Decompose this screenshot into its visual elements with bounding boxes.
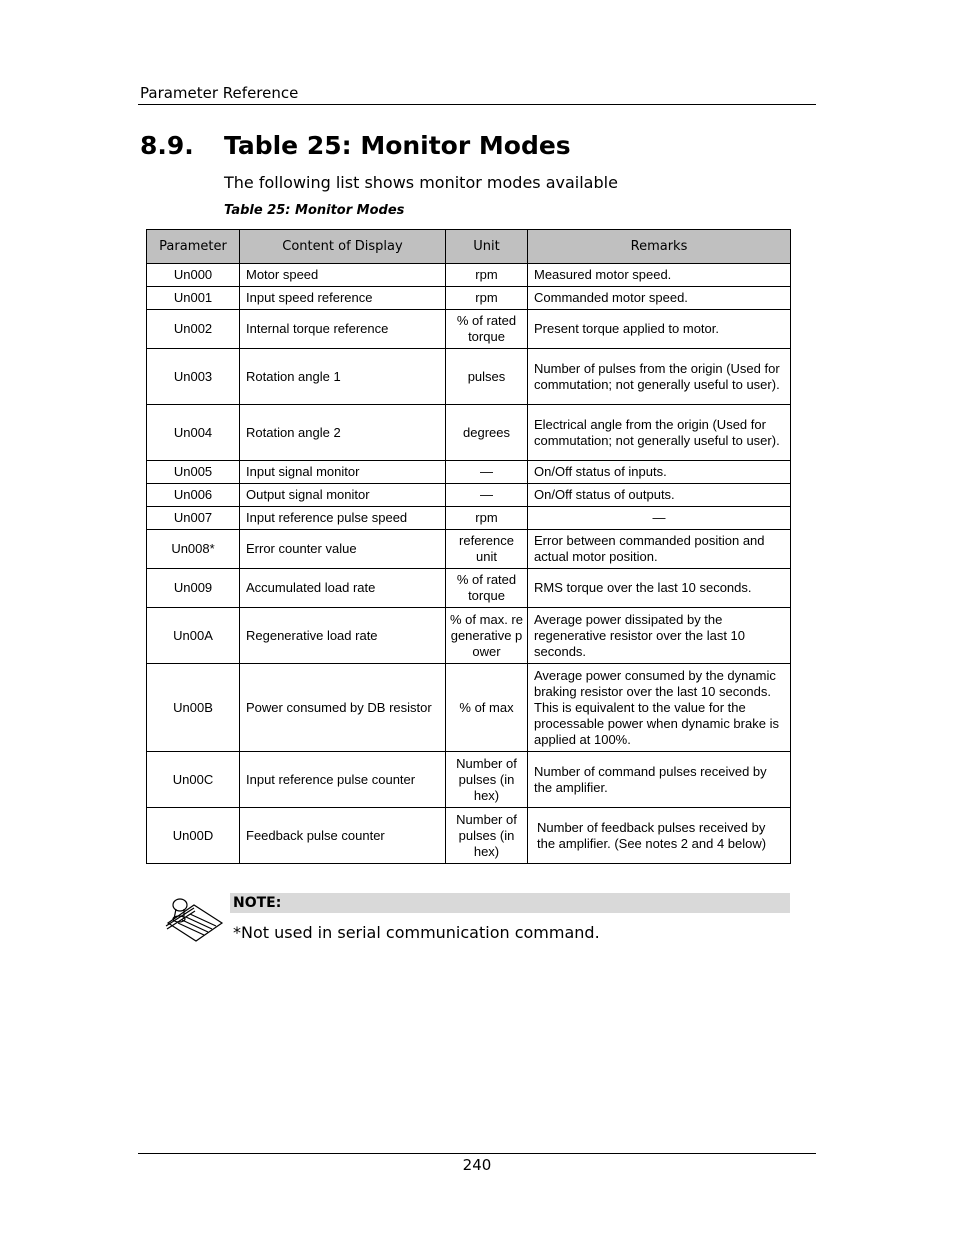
cell-unit: — — [446, 461, 528, 484]
note-label: NOTE: — [233, 895, 282, 911]
cell-remarks: — — [528, 507, 791, 530]
cell-remarks: Number of command pulses received by the amplifier. — [528, 752, 791, 808]
cell-unit: degrees — [446, 405, 528, 461]
cell-content: Feedback pulse counter — [240, 808, 446, 864]
footer-divider — [138, 1153, 816, 1154]
cell-content: Rotation angle 1 — [240, 349, 446, 405]
cell-remarks: Number of pulses from the origin (Used for commutation; not generally useful to user). — [528, 349, 791, 405]
cell-content: Rotation angle 2 — [240, 405, 446, 461]
cell-content: Motor speed — [240, 264, 446, 287]
cell-unit: % of rated torque — [446, 569, 528, 608]
cell-remarks: On/Off status of inputs. — [528, 461, 791, 484]
cell-parameter: Un002 — [147, 310, 240, 349]
intro-paragraph: The following list shows monitor modes available — [224, 173, 618, 192]
section-number: 8.9. — [140, 131, 194, 160]
table-row — [147, 461, 791, 484]
cell-parameter: Un005 — [147, 461, 240, 484]
cell-unit: rpm — [446, 264, 528, 287]
table-row — [147, 507, 791, 530]
cell-content: Power consumed by DB resistor — [240, 664, 446, 752]
cell-remarks: RMS torque over the last 10 seconds. — [528, 569, 791, 608]
table-row — [147, 484, 791, 507]
cell-parameter: Un009 — [147, 569, 240, 608]
table-row — [147, 405, 791, 461]
cell-content: Input reference pulse speed — [240, 507, 446, 530]
monitor-modes-table — [146, 229, 791, 864]
column-header-remarks: Remarks — [528, 230, 791, 264]
cell-remarks: Average power dissipated by the regenerative resistor over the last 10 seconds. — [528, 608, 791, 664]
section-title: Table 25: Monitor Modes — [224, 131, 571, 160]
table-caption: Table 25: Monitor Modes — [224, 203, 405, 218]
cell-unit: pulses — [446, 349, 528, 405]
section-heading — [140, 131, 571, 160]
running-header: Parameter Reference — [140, 84, 299, 102]
cell-content: Error counter value — [240, 530, 446, 569]
cell-content: Input signal monitor — [240, 461, 446, 484]
cell-parameter: Un00B — [147, 664, 240, 752]
table-row — [147, 608, 791, 664]
cell-parameter: Un000 — [147, 264, 240, 287]
cell-unit: Number of pulses (in hex) — [446, 808, 528, 864]
cell-unit: % of max. regenerative power — [446, 608, 528, 664]
table-row — [147, 530, 791, 569]
cell-parameter: Un008* — [147, 530, 240, 569]
table-row — [147, 808, 791, 864]
cell-remarks: Electrical angle from the origin (Used for commutation; not generally useful to user). — [528, 405, 791, 461]
cell-content: Input speed reference — [240, 287, 446, 310]
page-number: 240 — [462, 1156, 492, 1174]
table-row — [147, 664, 791, 752]
cell-unit: — — [446, 484, 528, 507]
cell-remarks: Present torque applied to motor. — [528, 310, 791, 349]
cell-unit: % of max — [446, 664, 528, 752]
note-header-bar — [230, 893, 790, 913]
cell-unit: % of rated torque — [446, 310, 528, 349]
column-header-unit: Unit — [446, 230, 528, 264]
cell-parameter: Un00C — [147, 752, 240, 808]
column-header-content: Content of Display — [240, 230, 446, 264]
table-row — [147, 349, 791, 405]
cell-remarks: Error between commanded position and actual motor position. — [528, 530, 791, 569]
cell-parameter: Un00A — [147, 608, 240, 664]
cell-parameter: Un003 — [147, 349, 240, 405]
cell-remarks: Commanded motor speed. — [528, 287, 791, 310]
cell-unit: rpm — [446, 507, 528, 530]
cell-content: Accumulated load rate — [240, 569, 446, 608]
cell-unit: Number of pulses (in hex) — [446, 752, 528, 808]
table-row — [147, 310, 791, 349]
cell-parameter: Un00D — [147, 808, 240, 864]
cell-parameter: Un001 — [147, 287, 240, 310]
cell-unit: rpm — [446, 287, 528, 310]
column-header-parameter: Parameter — [147, 230, 240, 264]
note-pad-icon — [164, 893, 226, 943]
table-row — [147, 287, 791, 310]
header-divider — [138, 104, 816, 105]
table-row — [147, 264, 791, 287]
cell-remarks: On/Off status of outputs. — [528, 484, 791, 507]
cell-unit: reference unit — [446, 530, 528, 569]
cell-content: Output signal monitor — [240, 484, 446, 507]
table-row — [147, 752, 791, 808]
note-text: *Not used in serial communication command. — [233, 923, 600, 942]
cell-parameter: Un006 — [147, 484, 240, 507]
table-header-row — [147, 230, 791, 264]
cell-content: Regenerative load rate — [240, 608, 446, 664]
cell-remarks: Measured motor speed. — [528, 264, 791, 287]
table-row — [147, 569, 791, 608]
cell-remarks: Average power consumed by the dynamic braking resistor over the last 10 seconds. This is equivalent to the value for the processable power when dynamic brake is applied at 100%. — [528, 664, 791, 752]
cell-parameter: Un007 — [147, 507, 240, 530]
cell-content: Internal torque reference — [240, 310, 446, 349]
cell-content: Input reference pulse counter — [240, 752, 446, 808]
cell-remarks: Number of feedback pulses received by the amplifier. (See notes 2 and 4 below) — [528, 808, 791, 864]
cell-parameter: Un004 — [147, 405, 240, 461]
